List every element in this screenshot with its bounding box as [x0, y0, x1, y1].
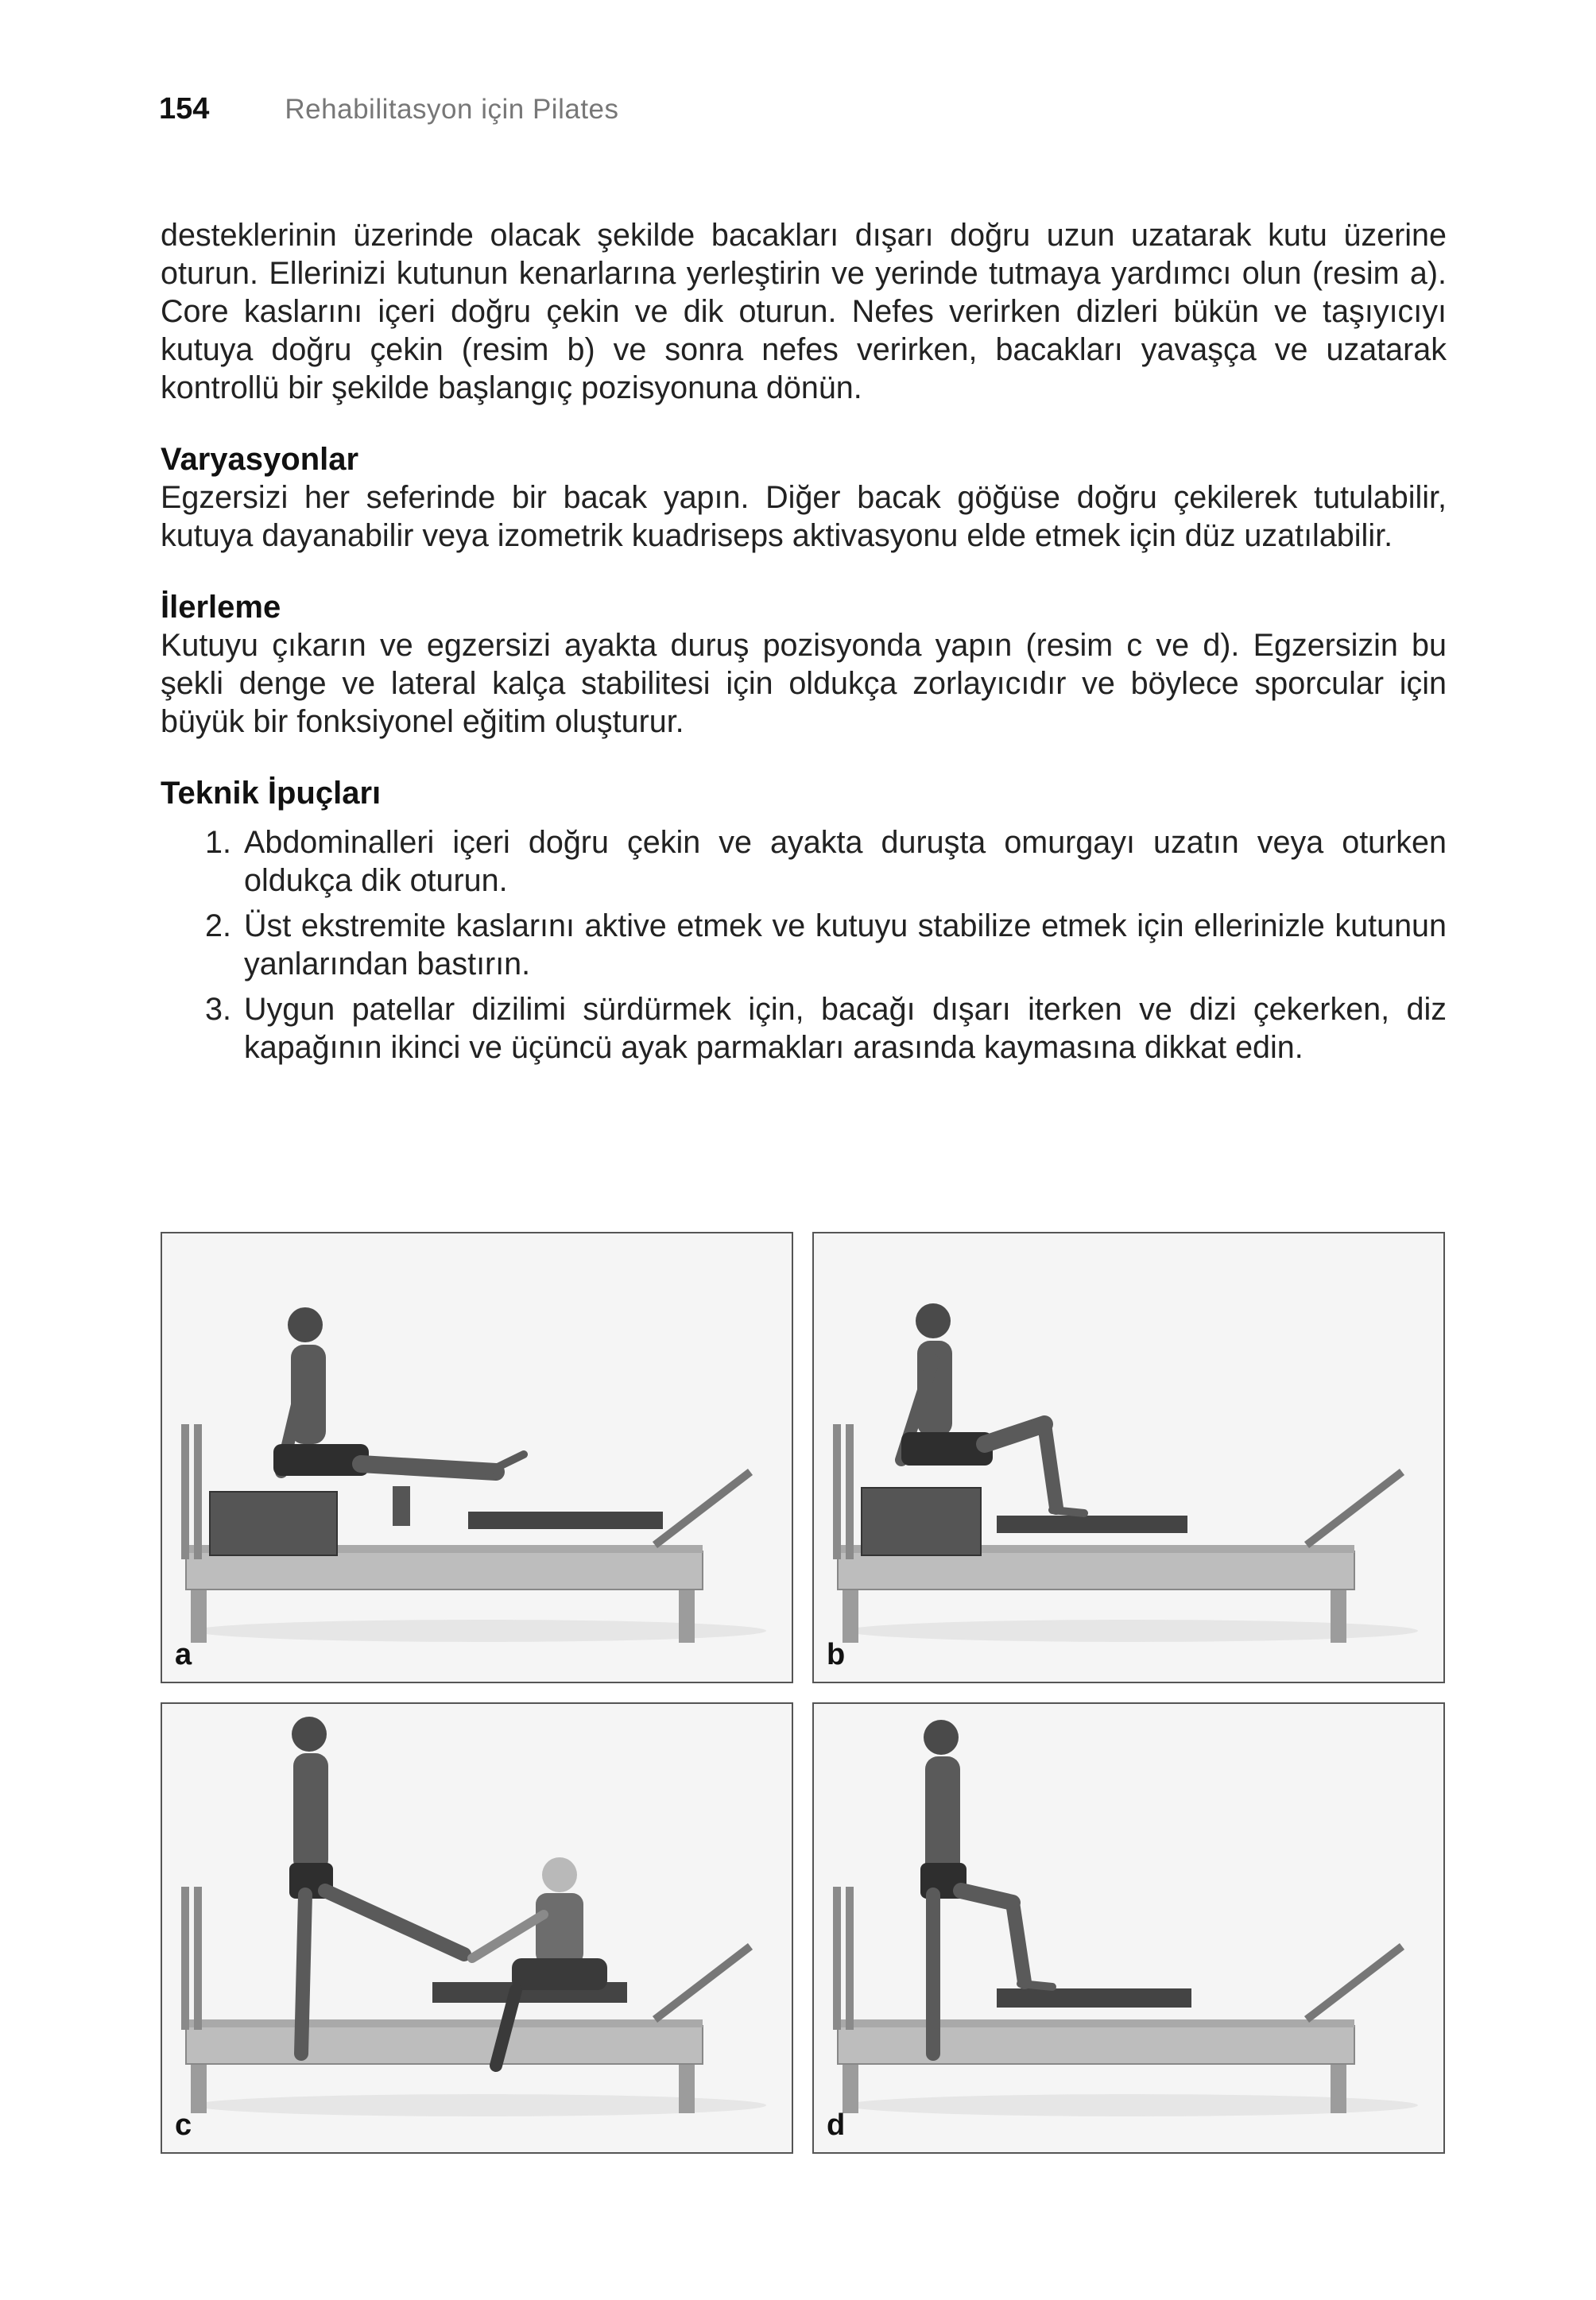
running-title: Rehabilitasyon için Pilates	[285, 94, 619, 125]
page-number: 154	[159, 92, 210, 126]
photo-a	[161, 1232, 793, 1683]
photo-d	[812, 1702, 1445, 2154]
list-item-text: Üst ekstremite kaslarını aktive etmek ve kutuyu stabilize etmek için ellerinizle kutunun yanlarından bastırın.	[244, 908, 1447, 982]
list-item-text: Abdominalleri içeri doğru çekin ve ayakta duruşta omurgayı uzatın veya oturken oldukça dik oturun.	[244, 825, 1447, 898]
photo-label: a	[175, 1638, 192, 1671]
running-header	[159, 92, 619, 132]
progression-paragraph: Kutuyu çıkarın ve egzersizi ayakta duruş pozisyonda yapın (resim c ve d). Egzersizin bu şekli denge ve lateral kalça stabilitesi için oldukça zorlayıcıdır ve böylece sporcular için büyük bir fonksiyonel eğitim oluşturur.	[161, 628, 1447, 739]
list-item-number: 1.	[205, 825, 231, 860]
reformer-seated-extended-illustration	[162, 1233, 793, 1683]
page-content	[161, 216, 1447, 1074]
list-item	[161, 907, 1447, 983]
list-item-number: 3.	[205, 992, 231, 1027]
tips-list	[161, 823, 1447, 1067]
progression-heading: İlerleme	[161, 590, 281, 625]
photo-label: c	[175, 2108, 192, 2142]
variations-heading: Varyasyonlar	[161, 442, 359, 477]
reformer-standing-assisted-illustration	[162, 1704, 793, 2154]
tips-heading: Teknik İpuçları	[161, 776, 382, 811]
list-item	[161, 990, 1447, 1067]
photo-c	[161, 1702, 793, 2154]
photo-label: b	[827, 1638, 846, 1671]
reformer-standing-bent-illustration	[814, 1704, 1445, 2154]
variations-paragraph: Egzersizi her seferinde bir bacak yapın. Diğer bacak göğüse doğru çekilerek tutulabilir, kutuya dayanabilir veya izometrik kuadriseps aktivasyonu elde etmek için düz uzatılabilir.	[161, 480, 1447, 553]
intro-paragraph: desteklerinin üzerinde olacak şekilde bacakları dışarı doğru uzun uzatarak kutu üzerine oturun. Ellerinizi kutunun kenarlarına yerleştirin ve yerinde tutmaya yardımcı olun (resim a). Core kaslarını içeri doğru çekin ve dik oturun. Nefes verirken dizleri bükün ve taşıyıcıyı kutuya doğru çekin (resim b) ve sonra nefes verirken, bacakları yavaşça ve uzatarak kontrollü bir şekilde başlangıç pozisyonuna dönün.	[161, 218, 1447, 405]
list-item-number: 2.	[205, 908, 231, 943]
list-item	[161, 823, 1447, 900]
list-item-text: Uygun patellar dizilimi sürdürmek için, bacağı dışarı iterken ve dizi çekerken, diz kapağının ikinci ve üçüncü ayak parmakları arasında kaymasına dikkat edin.	[244, 992, 1447, 1065]
reformer-seated-bent-illustration	[814, 1233, 1445, 1683]
photo-b	[812, 1232, 1445, 1683]
photo-label: d	[827, 2108, 846, 2142]
